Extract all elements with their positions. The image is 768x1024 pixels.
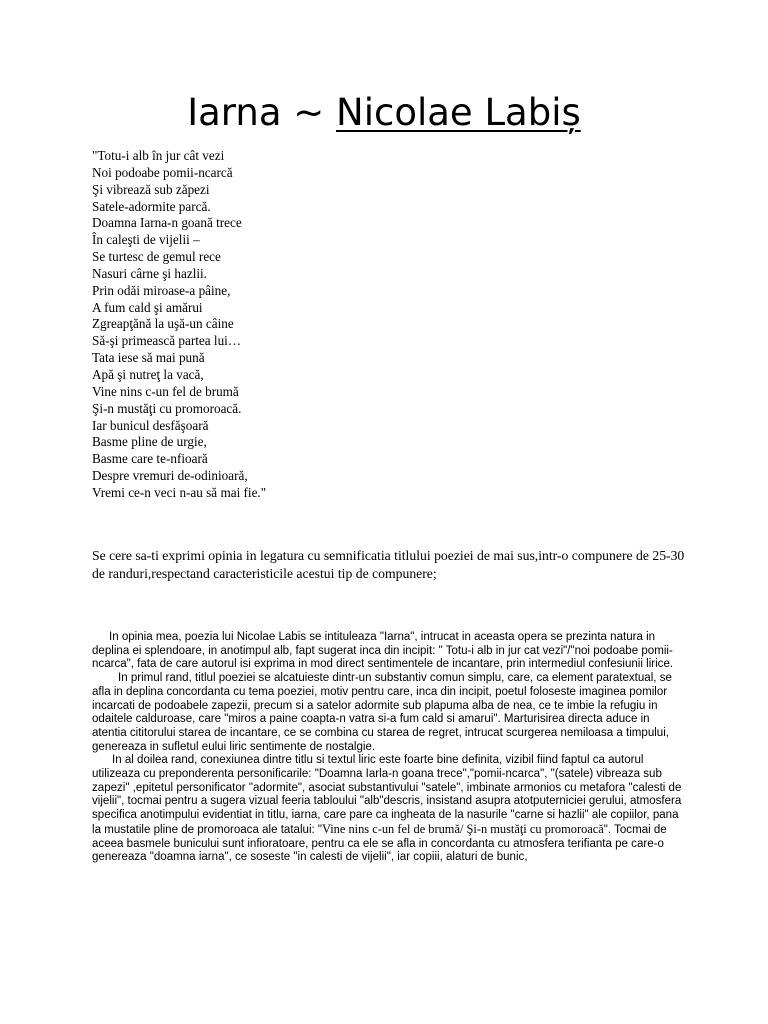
essay-paragraph-3-text: In al doilea rand, conexiunea dintre titlu si textul liric este foarte bine definita, vizibil fiind faptul ca autorul utilizeaza cu preponderenta personificarile: "Doamna Iarla-n goana trece","pomii-ncarca", "(satele) vibreaza sub zapezi" ,epitetul personificator "adormite", asociat substantivului "satele", imbinate armonios cu metafora "calesti de vijelii", tocmai pentru a sugera vizual feeria tabloului "alb"descris, insistand asupra atotputerniciei gerului, atmosfera specifica anotimpului evidentiat in titlu, iarna, care pare ca ingheata de la nasurile "carne si hazlii" ale copiilor, pana la mustatile pline de promoroaca ale tatalui: " [92, 754, 682, 836]
essay-quote: Vine nins c-un fel de brumă/ Şi-n mustăţi cu promoroacă [322, 821, 604, 836]
title-word: Iarna [187, 91, 282, 134]
poem-line: Să-şi primească partea lui… [92, 333, 242, 349]
poem-line: Tata iese să mai pună [92, 350, 205, 366]
poem-line: Vremi ce-n veci n-au să mai fie." [92, 484, 267, 500]
poem-line: Vine nins c-un fel de brumă [92, 383, 239, 399]
poem-line: Satele-adormite parcă. [92, 198, 211, 214]
poem-line: Şi-n mustăţi cu promoroacă. [92, 400, 242, 416]
assignment-text: Se cere sa-ti exprimi opinia in legatura cu semnificatia titlului poeziei de mai sus,intr-o compunere de 25-30 de randuri,respectand caracteristicile acestui tip de compunere; [92, 548, 685, 581]
poem-line: Basme pline de urgie, [92, 434, 207, 450]
poem-line: Doamna Iarna-n goană trece [92, 215, 242, 231]
essay-paragraph-1: In opinia mea, poezia lui Nicolae Labis se intituleaza "Iarna", intrucat in aceasta opera se prezinta natura in deplina ei splendoare, in anotimpul alb, fapt sugerat inca din incipit: " Totu-i alb in jur cat vezi"/"noi podoabe pomii-ncarca", fata de care autorul isi exprima in mod direct sentimentele de incantare, prin intermediul confesiunii lirice. [92, 631, 674, 671]
title-separator: ~ [281, 91, 337, 134]
poem-line: Iar bunicul desfăşoară [92, 417, 209, 433]
essay-paragraph-3-continuation: ". Tocmai de aceea basmele bunicului sunt infioratoare, pentru ca ele se afla in concordanta cu atmosfera terifianta pe care-o genereaza "doamna iarna", ce soseste "in calesti de vijelii", iar copiii, alaturi de bunic, [92, 823, 667, 864]
poem-line: Basme care te-nfioară [92, 451, 208, 467]
page-title [0, 88, 768, 138]
essay-paragraph-2: In primul rand, titlul poeziei se alcatuieste dintr-un substantiv comun simplu, care, ca element paratextual, se afla in deplina concordanta cu tema poeziei, motiv pentru care, inca din incipit, poetul foloseste imaginea pomilor incarcati de podoabele zapezii, precum si a satelor adormite sub plapuma alba de nea, ce te imbie la refugiu in odaitele calduroase, care "miros a paine coapta-n vatra si-a fum cald si amarui". Marturisirea directa aduce in atentia cititorului starea de incantare, ce se combina cu starea de regret, intrucat scurgerea nemiloasa a timpului, genereaza in sufletul eului liric sentimente de nostalgie. [92, 672, 672, 753]
title-author: Nicolae Labiș [336, 91, 581, 134]
essay [92, 631, 682, 865]
poem-line: În caleşti de vijelii – [92, 232, 200, 248]
poem-line: A fum cald şi amărui [92, 299, 203, 315]
poem-line: Despre vremuri de-odinioară, [92, 468, 248, 484]
poem-line: Nasuri cârne şi hazlii. [92, 265, 207, 281]
poem-line: Şi vibrează sub zăpezi [92, 181, 210, 197]
poem-line: Zgreapţănă la uşă-un câine [92, 316, 234, 332]
poem-line: Se turtesc de gemul rece [92, 249, 221, 265]
poem [92, 148, 512, 502]
poem-line: Noi podoabe pomii-ncarcă [92, 164, 233, 180]
poem-line: Apă şi nutreţ la vacă, [92, 366, 204, 382]
poem-line: "Totu-i alb în jur cât vezi [92, 148, 225, 163]
essay-paragraph-3 [92, 754, 682, 865]
poem-line: Prin odăi miroase-a pâine, [92, 282, 231, 298]
